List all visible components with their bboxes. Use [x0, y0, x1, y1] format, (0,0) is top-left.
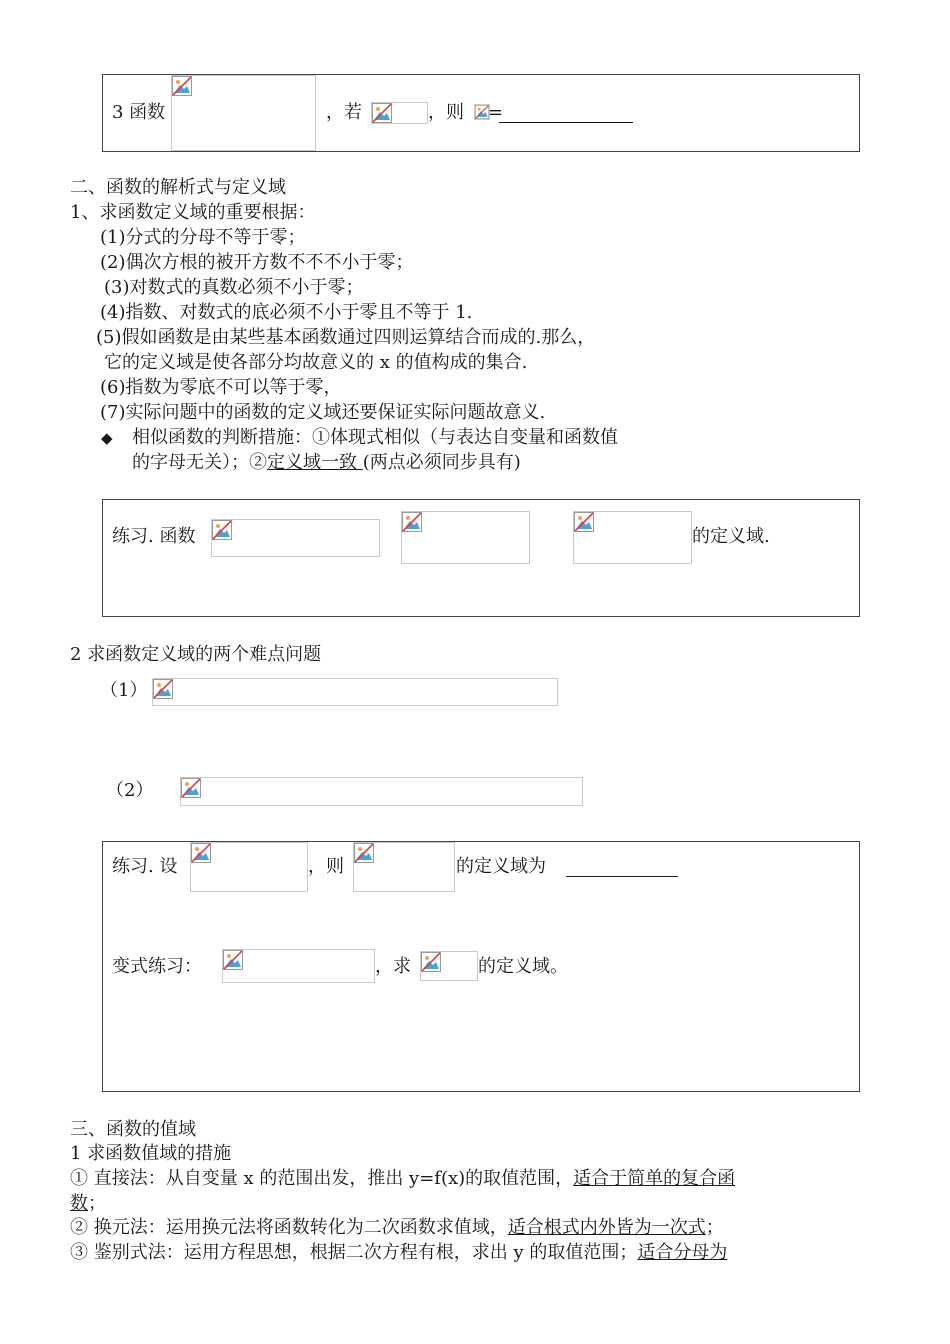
broken-image-icon	[402, 512, 422, 532]
broken-image-icon	[212, 520, 232, 540]
formula-image	[190, 842, 308, 892]
method-underlined: 适合于简单的复合函	[573, 1168, 736, 1189]
formula-image	[401, 511, 530, 564]
practice-then: ，则	[308, 856, 344, 877]
subsection-title: 1、求函数定义域的重要根据：	[70, 202, 316, 223]
item-number: （1）	[100, 680, 148, 701]
broken-image-icon	[372, 103, 392, 123]
answer-blank	[499, 104, 633, 123]
bullet-diamond: ◆	[101, 429, 113, 447]
method-line	[70, 1192, 106, 1216]
formula-image	[371, 102, 428, 124]
subsection-title: 2 求函数定义域的两个难点问题	[70, 644, 322, 665]
box1-eq: =	[488, 102, 504, 123]
method-text: ；	[705, 1217, 724, 1238]
practice-suffix: 的定义域.	[692, 526, 770, 547]
method-text: ② 换元法：运用换元法将函数转化为二次函数求值域，	[70, 1217, 508, 1238]
broken-image-icon	[354, 843, 374, 863]
broken-image-icon	[191, 843, 211, 863]
answer-blank	[566, 858, 678, 877]
method-text: ；	[88, 1193, 106, 1214]
method-line	[70, 1167, 735, 1191]
subsection-title: 1 求函数值域的措施	[70, 1143, 232, 1164]
method-line	[70, 1241, 727, 1265]
formula-image	[171, 75, 316, 151]
bullet-line: 相似函数的判断措施：①体现式相似（与表达自变量和函数值	[132, 427, 618, 448]
formula-image	[353, 842, 455, 892]
formula-image	[420, 951, 478, 981]
broken-image-icon	[172, 76, 192, 96]
bullet-text: (两点必须同步具有)	[362, 452, 521, 473]
rule-item: (7)实际问题中的函数的定义域还要保证实际问题故意义.	[100, 402, 546, 423]
variant-prefix: 变式练习：	[112, 956, 202, 977]
practice-prefix: 练习. 设	[112, 856, 178, 877]
formula-image	[211, 519, 380, 557]
box1-then-text: ，则	[428, 102, 464, 123]
section-title: 三、函数的值域	[70, 1119, 196, 1140]
rule-item: (1)分式的分母不等于零；	[100, 227, 306, 248]
bullet-text: 的字母无关）；②	[132, 452, 267, 473]
rule-item: (6)指数为零底不可以等于零，	[100, 377, 342, 398]
broken-image-icon	[153, 679, 173, 699]
rule-item: (5)假如函数是由某些基本函数通过四则运算结合而成的.那么，	[96, 327, 596, 348]
formula-image	[152, 678, 558, 706]
section-title: 二、函数的解析式与定义域	[70, 177, 286, 198]
item-number: （2）	[106, 780, 154, 801]
formula-image	[573, 511, 692, 564]
method-text: ③ 鉴别式法：运用方程思想，根据二次方程有根，求出 y 的取值范围；	[70, 1242, 638, 1263]
variant-mid: ，求	[375, 956, 411, 977]
method-text: ① 直接法：从自变量 x 的范围出发，推出 y=f(x)的取值范围，	[70, 1168, 574, 1189]
broken-image-icon	[181, 778, 201, 798]
rule-item: 它的定义域是使各部分均故意义的 x 的值构成的集合.	[104, 352, 528, 373]
method-underlined: 数	[70, 1193, 88, 1214]
rule-item: (3)对数式的真数必须不小于零；	[104, 277, 364, 298]
broken-image-icon	[475, 105, 489, 119]
variant-suffix: 的定义域。	[478, 956, 568, 977]
method-underlined: 适合根式内外皆为一次式	[507, 1217, 706, 1238]
bullet-line	[132, 451, 521, 475]
box1-prefix: 3 函数	[112, 102, 166, 123]
broken-image-icon	[421, 952, 441, 972]
bullet-underlined: 定义域一致	[267, 452, 363, 473]
box1-if-text: ，若	[326, 102, 362, 123]
practice-suffix: 的定义域为	[456, 856, 546, 877]
practice-prefix: 练习. 函数	[112, 526, 196, 547]
formula-image	[222, 949, 375, 983]
method-underlined: 适合分母为	[637, 1242, 728, 1263]
rule-item: (4)指数、对数式的底必须不小于零且不等于 1.	[100, 302, 473, 323]
rule-item: (2)偶次方根的被开方数不不不小于零；	[100, 252, 414, 273]
formula-image	[180, 777, 583, 806]
method-line	[70, 1216, 724, 1240]
broken-image-icon	[223, 950, 243, 970]
broken-image-icon	[574, 512, 594, 532]
